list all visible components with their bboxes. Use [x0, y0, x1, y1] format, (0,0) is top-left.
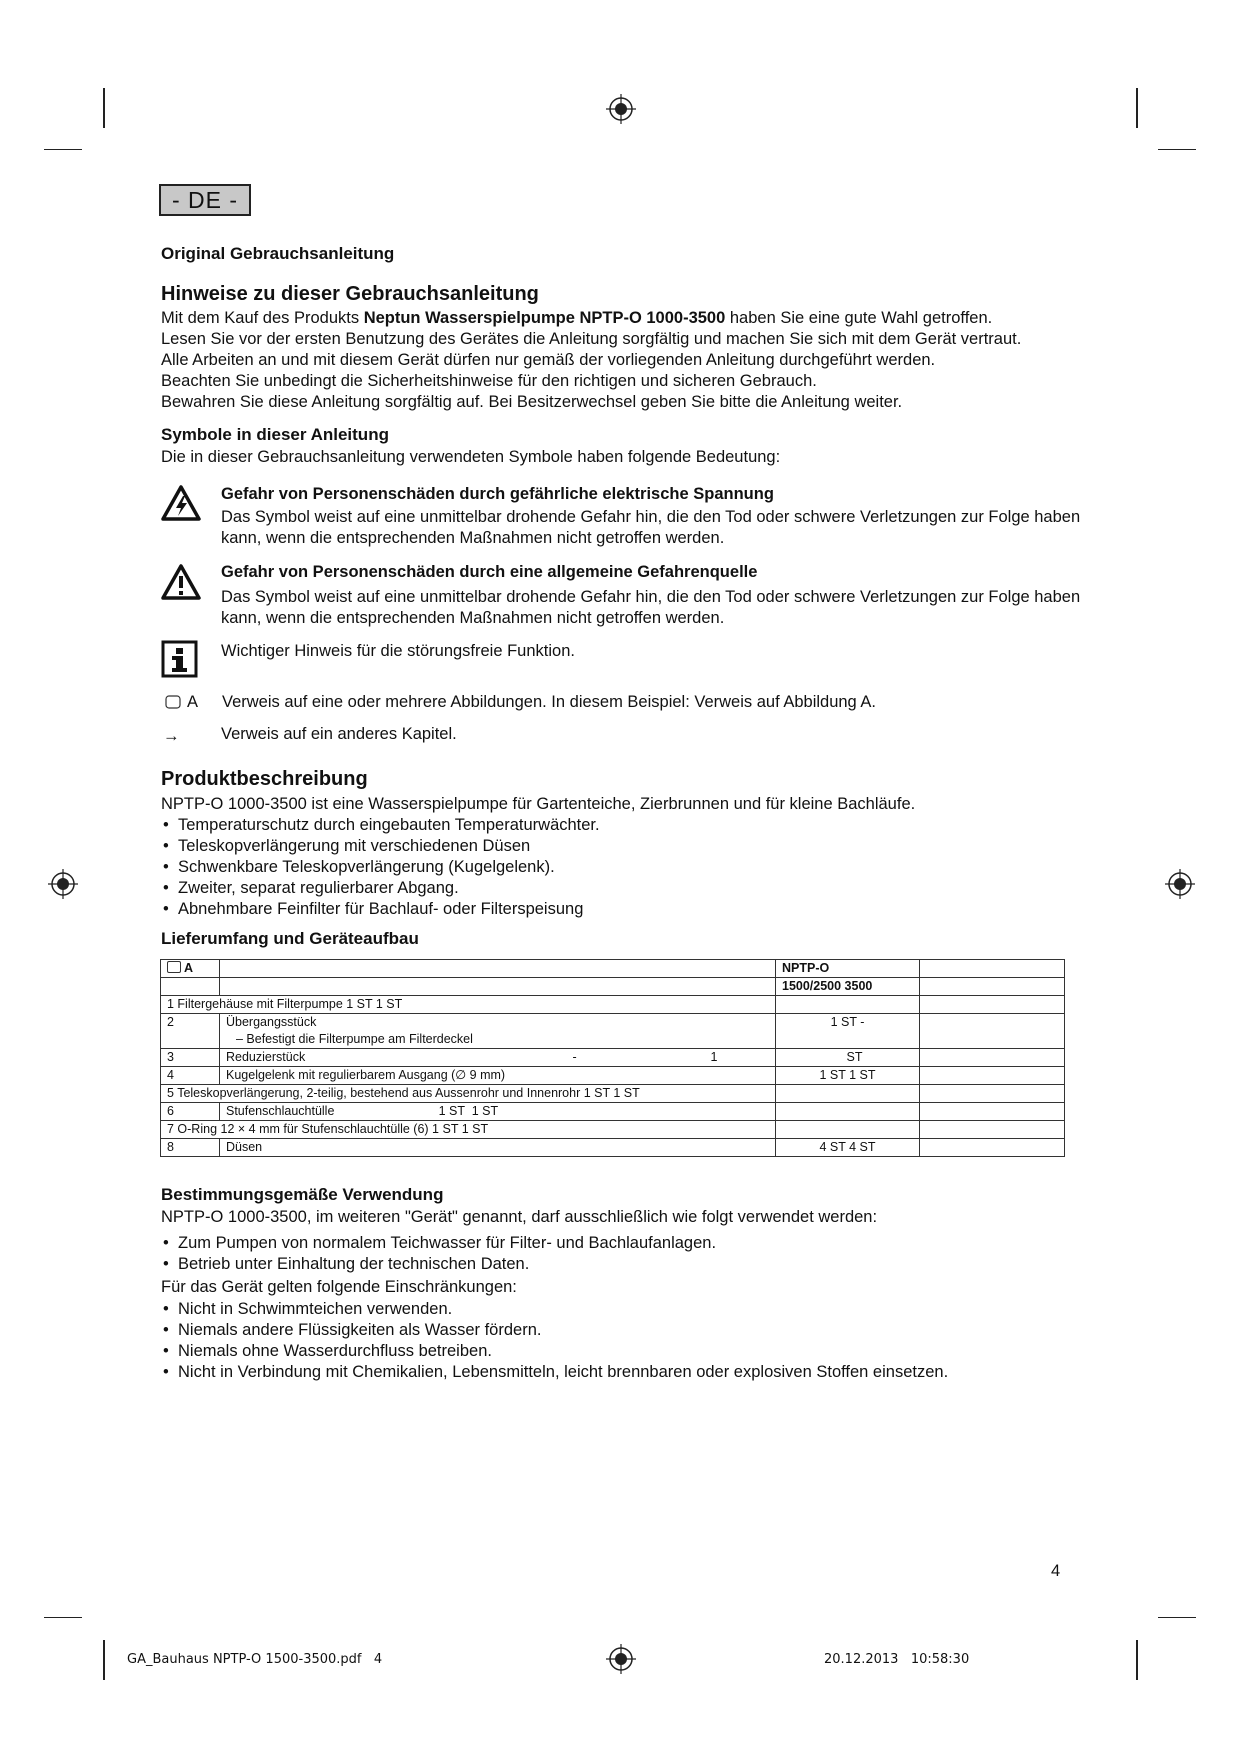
table-cell: 1 Filtergehäuse mit Filterpumpe 1 ST 1 ST: [161, 996, 776, 1014]
table-header-row: [161, 960, 1065, 978]
table-cell: [920, 996, 1065, 1014]
table-cell: Reduzierstück - 1 ST: [220, 1049, 776, 1067]
intro-paragraph: [161, 308, 1091, 413]
table-cell: 7 O-Ring 12 × 4 mm für Stufenschlauchtülle (6) 1 ST 1 ST: [161, 1121, 776, 1139]
table-cell: [776, 996, 920, 1014]
table-cell: [920, 1103, 1065, 1121]
table-cell: Übergangsstück – Befestigt die Filterpumpe am Filterdeckel: [220, 1014, 776, 1049]
symbols-intro: Die in dieser Gebrauchsanleitung verwendeten Symbole haben folgende Bedeutung:: [161, 448, 781, 466]
symbols-heading: Symbole in dieser Anleitung: [161, 425, 389, 444]
general-warning-title: Gefahr von Personenschäden durch eine allgemeine Gefahrenquelle: [221, 563, 758, 581]
feature-item: • Temperaturschutz durch eingebauten Temperaturwächter.: [161, 815, 600, 836]
restriction-item: • Nicht in Verbindung mit Chemikalien, Lebensmitteln, leicht brennbaren oder explosiven Stoffen einsetzen.: [161, 1362, 948, 1383]
restriction-item: • Niemals andere Flüssigkeiten als Wasser fördern.: [161, 1320, 948, 1341]
restrictions-list: [161, 1299, 948, 1383]
crop-mark: [44, 1617, 82, 1618]
restriction-item: • Niemals ohne Wasserdurchfluss betreiben.: [161, 1341, 948, 1362]
table-cell: 1 ST 1 ST: [776, 1067, 920, 1085]
table-header-cell: [220, 960, 776, 978]
arrow-icon: →: [163, 727, 180, 745]
electric-warning-title: Gefahr von Personenschäden durch gefährliche elektrische Spannung: [221, 485, 774, 503]
table-cell: 8: [161, 1139, 220, 1157]
usage-heading: Bestimmungsgemäße Verwendung: [161, 1185, 444, 1204]
table-header-cell: NPTP-O: [776, 960, 920, 978]
crop-mark: [1158, 1617, 1196, 1618]
allowed-item: • Betrieb unter Einhaltung der technischen Daten.: [161, 1254, 716, 1275]
registration-mark-icon: [606, 94, 636, 124]
electric-warning-icon: [161, 485, 201, 521]
info-icon: [161, 640, 198, 678]
allowed-list: [161, 1233, 716, 1275]
table-cell: [920, 1139, 1065, 1157]
parts-table: [160, 959, 1065, 1157]
intro-line: Beachten Sie unbedingt die Sicherheitshinweise für den richtigen und sicheren Gebrauch.: [161, 372, 817, 390]
figure-ref-text: Verweis auf eine oder mehrere Abbildungen. In diesem Beispiel: Verweis auf Abbildung A.: [222, 693, 876, 711]
table-cell: Düsen: [220, 1139, 776, 1157]
allowed-item: • Zum Pumpen von normalem Teichwasser für Filter- und Bachlaufanlagen.: [161, 1233, 716, 1254]
restrictions-intro: Für das Gerät gelten folgende Einschränkungen:: [161, 1278, 517, 1296]
table-row: [161, 1067, 1065, 1085]
intro-line: Lesen Sie vor der ersten Benutzung des Gerätes die Anleitung sorgfältig und machen Sie sich mit dem Gerät vertraut.: [161, 330, 1022, 348]
crop-mark: [1136, 1640, 1138, 1680]
table-cell: [920, 978, 1065, 996]
table-header-cell: A: [161, 960, 220, 978]
intro-line: Mit dem Kauf des Produkts Neptun Wasserspielpumpe NPTP-O 1000-3500 haben Sie eine gute Wahl getroffen.: [161, 309, 993, 327]
table-cell: [920, 1121, 1065, 1139]
feature-item: • Teleskopverlängerung mit verschiedenen Düsen: [161, 836, 600, 857]
table-row: [161, 1085, 1065, 1103]
table-cell: 6: [161, 1103, 220, 1121]
table-cell: 3: [161, 1049, 220, 1067]
crop-mark: [1158, 149, 1196, 150]
table-row: [161, 1049, 1065, 1067]
intro-line: Alle Arbeiten an und mit diesem Gerät dürfen nur gemäß der vorliegenden Anleitung durchgeführt werden.: [161, 351, 936, 369]
footer-timestamp: 20.12.2013 10:58:30: [824, 1652, 970, 1667]
table-cell: [920, 1014, 1065, 1049]
registration-mark-icon: [48, 869, 78, 899]
scope-heading: Lieferumfang und Geräteaufbau: [161, 929, 419, 948]
table-cell: [161, 978, 220, 996]
table-cell: 4: [161, 1067, 220, 1085]
table-row: [161, 1103, 1065, 1121]
feature-item: • Schwenkbare Teleskopverlängerung (Kugelgelenk).: [161, 857, 600, 878]
table-cell: Stufenschlauchtülle 1 ST 1 ST: [220, 1103, 776, 1121]
table-cell: [920, 1049, 1065, 1067]
table-header-cell: [920, 960, 1065, 978]
table-row: [161, 1014, 1065, 1049]
document-title: Original Gebrauchsanleitung: [161, 244, 395, 263]
table-cell: [920, 1067, 1065, 1085]
table-header-cell: 1500/2500 3500: [776, 978, 920, 996]
figure-ref-icon: [165, 695, 181, 709]
language-badge: - DE -: [159, 184, 251, 216]
registration-mark-icon: [1165, 869, 1195, 899]
table-cell: 1 ST -: [776, 1014, 920, 1049]
crop-mark: [44, 149, 82, 150]
page-number: 4: [1051, 1562, 1061, 1580]
registration-mark-icon: [606, 1644, 636, 1674]
figure-ref-label: A: [187, 693, 199, 711]
usage-intro: NPTP-O 1000-3500, im weiteren "Gerät" genannt, darf ausschließlich wie folgt verwendet werden:: [161, 1208, 878, 1226]
product-intro: NPTP-O 1000-3500 ist eine Wasserspielpumpe für Gartenteiche, Zierbrunnen und für kleine Bachläufe.: [161, 795, 916, 813]
general-warning-icon: [161, 564, 201, 600]
crop-mark: [1136, 88, 1138, 128]
table-header-row: [161, 978, 1065, 996]
product-name: Neptun Wasserspielpumpe NPTP-O 1000-3500: [363, 309, 726, 327]
figure-ref-icon: [167, 961, 181, 973]
intro-line: Bewahren Sie diese Anleitung sorgfältig auf. Bei Besitzerwechsel geben Sie bitte die Anleitung weiter.: [161, 393, 903, 411]
feature-item: • Abnehmbare Feinfilter für Bachlauf- oder Filterspeisung: [161, 899, 600, 920]
electric-warning-text: Das Symbol weist auf eine unmittelbar drohende Gefahr hin, die den Tod oder schwere Verletzungen zur Folge haben kann, wenn die entsprechenden Maßnahmen nicht getroffen werden.: [221, 508, 1081, 547]
table-cell: [220, 978, 776, 996]
table-cell: [776, 1121, 920, 1139]
table-cell: 2: [161, 1014, 220, 1049]
table-cell: 4 ST 4 ST: [776, 1139, 920, 1157]
feature-list: [161, 815, 600, 920]
product-heading: Produktbeschreibung: [161, 768, 368, 790]
table-cell: [776, 1103, 920, 1121]
crop-mark: [103, 1640, 105, 1680]
general-warning-text: Das Symbol weist auf eine unmittelbar drohende Gefahr hin, die den Tod oder schwere Verletzungen zur Folge haben kann, wenn die entsprechenden Maßnahmen nicht getroffen werden.: [221, 588, 1081, 627]
crop-mark: [103, 88, 105, 128]
chapter-ref-text: Verweis auf ein anderes Kapitel.: [221, 725, 457, 743]
feature-item: • Zweiter, separat regulierbarer Abgang.: [161, 878, 600, 899]
restriction-item: • Nicht in Schwimmteichen verwenden.: [161, 1299, 948, 1320]
table-row: [161, 996, 1065, 1014]
table-cell: Kugelgelenk mit regulierbarem Ausgang (∅ 9 mm): [220, 1067, 776, 1085]
notes-heading: Hinweise zu dieser Gebrauchsanleitung: [161, 283, 539, 305]
table-row: [161, 1139, 1065, 1157]
table-cell: 5 Teleskopverlängerung, 2-teilig, bestehend aus Aussenrohr und Innenrohr 1 ST 1 ST: [161, 1085, 776, 1103]
footer-filename: GA_Bauhaus NPTP-O 1500-3500.pdf 4: [127, 1652, 383, 1667]
table-cell: [920, 1085, 1065, 1103]
table-row: [161, 1121, 1065, 1139]
info-text: Wichtiger Hinweis für die störungsfreie Funktion.: [221, 642, 575, 660]
table-cell: [776, 1085, 920, 1103]
